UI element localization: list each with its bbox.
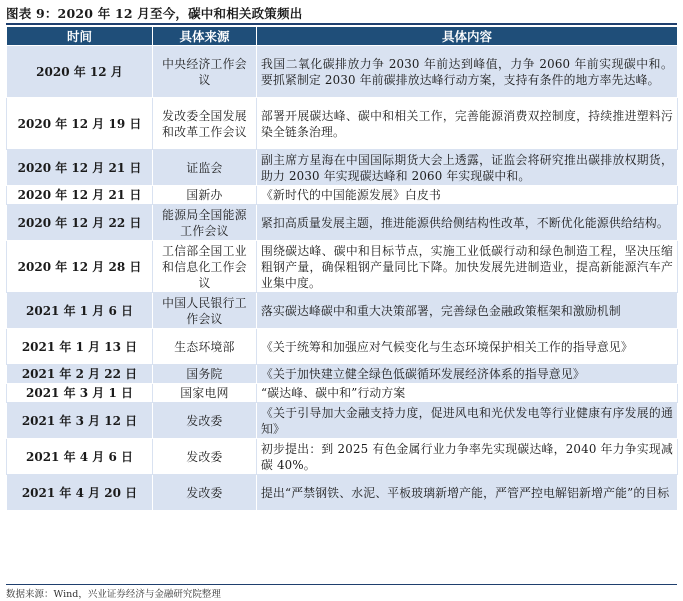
table-row — [7, 384, 678, 403]
table-row — [7, 46, 678, 98]
row-source: 国新办 — [153, 186, 257, 205]
row-content: 初步提出：到 2025 有色金属行业力争率先实现碳达峰，2040 年力争实现减碳 40%。 — [257, 439, 678, 475]
row-time: 2020 年 12 月 22 日 — [7, 205, 153, 241]
figure-caption: 图表 9：2020 年 12 月至今，碳中和相关政策频出 — [6, 6, 303, 21]
row-source: 发改委 — [153, 475, 257, 511]
row-time: 2021 年 2 月 22 日 — [7, 365, 153, 384]
bottom-rule — [6, 584, 677, 585]
row-time: 2021 年 4 月 6 日 — [7, 439, 153, 475]
row-content: 围绕碳达峰、碳中和目标节点，实施工业低碳行动和绿色制造工程，坚决压缩粗钢产量，确保粗钢产量同比下降。加快发展先进制造业，提高新能源汽车产业集中度。 — [257, 241, 678, 293]
row-source: 工信部全国工业和信息化工作会议 — [153, 241, 257, 293]
row-content: 部署开展碳达峰、碳中和相关工作，完善能源消费双控制度，持续推进塑料污染全链条治理。 — [257, 98, 678, 150]
row-time: 2020 年 12 月 21 日 — [7, 186, 153, 205]
row-time: 2020 年 12 月 28 日 — [7, 241, 153, 293]
row-content: 《关于加快建立健全绿色低碳循环发展经济体系的指导意见》 — [257, 365, 678, 384]
row-source: 国务院 — [153, 365, 257, 384]
row-content: 我国二氧化碳排放力争 2030 年前达到峰值，力争 2060 年前实现碳中和。要抓紧制定 2030 年前碳排放达峰行动方案，支持有条件的地方率先达峰。 — [257, 46, 678, 98]
row-content: “碳达峰、碳中和”行动方案 — [257, 384, 678, 403]
row-source: 发改委 — [153, 403, 257, 439]
header-content: 具体内容 — [257, 27, 678, 46]
row-time: 2021 年 3 月 12 日 — [7, 403, 153, 439]
row-time: 2020 年 12 月 19 日 — [7, 98, 153, 150]
table-row — [7, 475, 678, 511]
table-row — [7, 186, 678, 205]
row-source: 中国人民银行工作会议 — [153, 293, 257, 329]
table-row — [7, 365, 678, 384]
row-source: 国家电网 — [153, 384, 257, 403]
header-row — [7, 27, 678, 46]
row-content: 《新时代的中国能源发展》白皮书 — [257, 186, 678, 205]
data-source-note: 数据来源：Wind，兴业证券经济与金融研究院整理 — [6, 589, 221, 600]
table-row — [7, 205, 678, 241]
row-source: 能源局全国能源工作会议 — [153, 205, 257, 241]
row-time: 2021 年 3 月 1 日 — [7, 384, 153, 403]
row-content: 紧扣高质量发展主题，推进能源供给侧结构性改革，不断优化能源供给结构。 — [257, 205, 678, 241]
row-content: 《关于引导加大金融支持力度，促进风电和光伏发电等行业健康有序发展的通知》 — [257, 403, 678, 439]
row-time: 2021 年 4 月 20 日 — [7, 475, 153, 511]
row-source: 证监会 — [153, 150, 257, 186]
header-source: 具体来源 — [153, 27, 257, 46]
row-source: 发改委全国发展和改革工作会议 — [153, 98, 257, 150]
row-source: 生态环境部 — [153, 329, 257, 365]
table-row — [7, 241, 678, 293]
row-content: 《关于统筹和加强应对气候变化与生态环境保护相关工作的指导意见》 — [257, 329, 678, 365]
row-content: 落实碳达峰碳中和重大决策部署，完善绿色金融政策框架和激励机制 — [257, 293, 678, 329]
row-source: 发改委 — [153, 439, 257, 475]
row-content: 副主席方星海在中国国际期货大会上透露，证监会将研究推出碳排放权期货，助力 2030 年实现碳达峰和 2060 年实现碳中和。 — [257, 150, 678, 186]
row-time: 2020 年 12 月 21 日 — [7, 150, 153, 186]
table-row — [7, 98, 678, 150]
table-row — [7, 293, 678, 329]
table-row — [7, 150, 678, 186]
table-row — [7, 329, 678, 365]
row-source: 中央经济工作会议 — [153, 46, 257, 98]
header-time: 时间 — [7, 27, 153, 46]
policy-table — [6, 26, 678, 511]
row-time: 2021 年 1 月 6 日 — [7, 293, 153, 329]
row-content: 提出“严禁钢铁、水泥、平板玻璃新增产能，严管严控电解铝新增产能”的目标 — [257, 475, 678, 511]
row-time: 2021 年 1 月 13 日 — [7, 329, 153, 365]
table-row — [7, 403, 678, 439]
row-time: 2020 年 12 月 — [7, 46, 153, 98]
table-row — [7, 439, 678, 475]
top-rule — [6, 23, 677, 25]
